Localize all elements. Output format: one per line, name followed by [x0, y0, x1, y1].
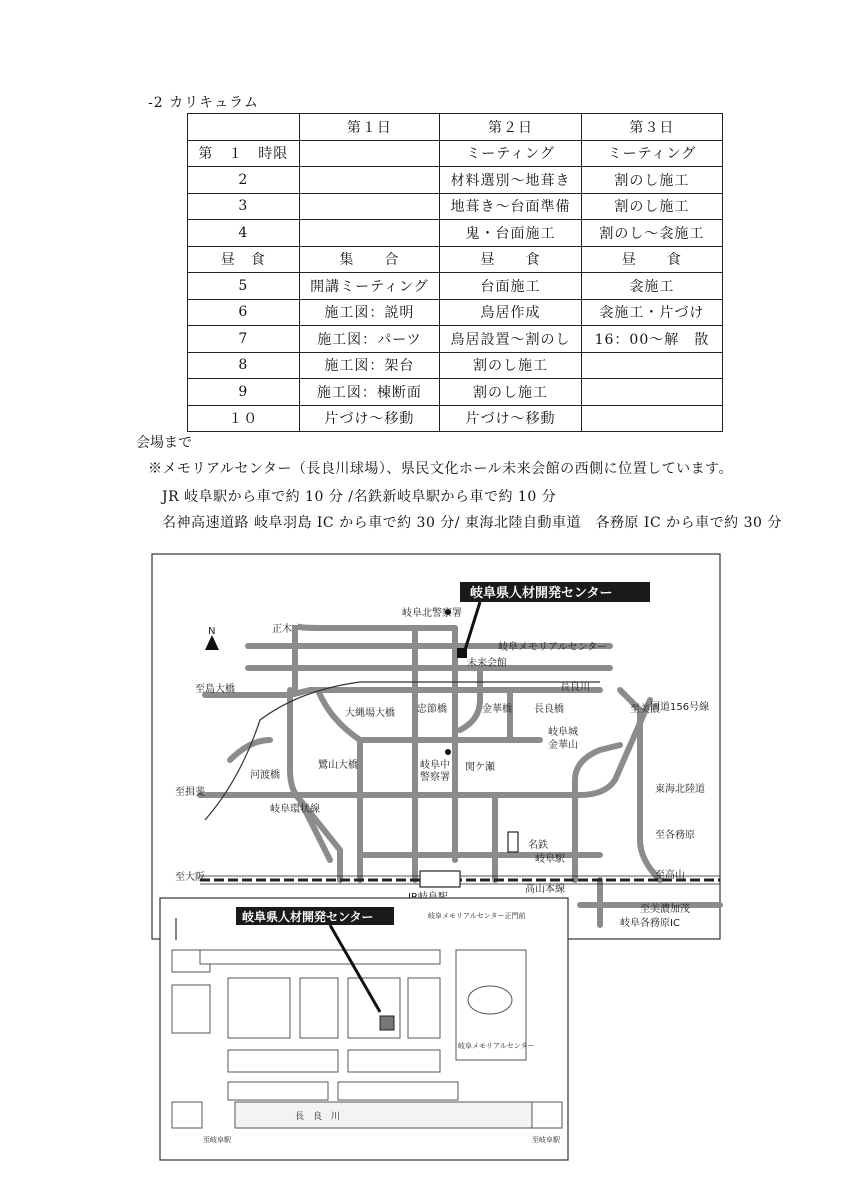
north-label: N	[208, 626, 216, 637]
table-cell: 3	[188, 193, 300, 220]
inset-label-memorial-center: 岐阜メモリアルセンター	[458, 1042, 535, 1050]
inset-label-nagara-river: 長 良 川	[295, 1112, 341, 1122]
table-cell: 4	[188, 220, 300, 247]
label-to-ibi: 至揖斐	[175, 787, 205, 798]
table-cell: 衾施工・片づけ	[581, 299, 722, 326]
table-cell: 割のし施工	[440, 352, 582, 379]
table-cell: 集 合	[299, 246, 440, 273]
label-gifu-station-m: 岐阜駅	[535, 854, 565, 865]
label-to-mino: 至美濃	[630, 704, 660, 715]
label-kanjo: 岐阜環状線	[270, 804, 320, 815]
label-kinkazan: 金華山	[548, 740, 578, 751]
label-chusetsu: 忠節橋	[417, 704, 447, 715]
access-line-3: 名神高速道路 岐阜羽島 IC から車で約 30 分/ 東海北陸自動車道 各務原 IC から車で約 30 分	[162, 515, 782, 531]
label-gifu-naka: 岐阜中	[420, 760, 450, 771]
label-keisatsu2: 警察署	[420, 772, 450, 783]
inset-label-to-gifu-left: 至岐阜駅	[203, 1136, 231, 1144]
table-cell: 施工図：パーツ	[299, 326, 440, 353]
table-cell: 施工図：架台	[299, 352, 440, 379]
label-takayama-line: 高山本線	[525, 884, 565, 895]
label-kinka-bridge: 金華橋	[482, 704, 512, 715]
access-line-2: JR 岐阜駅から車で約 10 分 /名鉄新岐阜駅から車で約 10 分	[162, 489, 557, 505]
table-cell: 割のし施工	[440, 379, 582, 406]
table-cell: 地葺き～台面準備	[440, 193, 582, 220]
table-cell: 昼 食	[188, 246, 300, 273]
label-memorial: 岐阜メモリアルセンター	[498, 642, 608, 653]
table-cell: 衾施工	[581, 273, 722, 300]
table-cell: ミーティング	[581, 140, 722, 167]
table-cell: 昼 食	[581, 246, 722, 273]
inset-banner-text: 岐阜県人材開発センター	[242, 910, 374, 924]
table-cell: 鬼・台面施工	[440, 220, 582, 247]
inset-label-memorial-gate: 岐阜メモリアルセンター正門前	[428, 912, 526, 920]
table-cell: 6	[188, 299, 300, 326]
label-sagishima: 鷺山大橋	[318, 760, 358, 771]
label-masaki: 正木	[272, 624, 292, 635]
table-header-cell: 第１日	[299, 114, 440, 141]
table-header-cell: 第２日	[440, 114, 582, 141]
label-keisatsu: 岐阜北警察署	[402, 608, 462, 619]
label-kawatabashi: 河渡橋	[250, 770, 280, 781]
label-gifu-kakamigahara-ic: 岐阜各務原IC	[620, 918, 680, 929]
table-cell: 7	[188, 326, 300, 353]
table-cell: 9	[188, 379, 300, 406]
inset-target-marker	[380, 1016, 394, 1030]
table-cell: 2	[188, 167, 300, 194]
table-cell: 施工図：棟断面	[299, 379, 440, 406]
label-to-ogaki: 至大阪	[175, 872, 205, 883]
label-to-takayama: 至高山	[655, 870, 685, 881]
access-line-1: ※メモリアルセンター（長良川球場）、県民文化ホール未来会館の西側に位置しています。	[148, 461, 733, 477]
label-ohnagara: 大縄場大橋	[345, 708, 395, 719]
table-header-cell: 第３日	[581, 114, 722, 141]
label-nagara-bridge: 長良橋	[534, 704, 564, 715]
table-cell: 割のし施工	[581, 167, 722, 194]
label-nagara-river: 長良川	[560, 682, 590, 693]
table-cell: 割のし施工	[581, 193, 722, 220]
table-cell: 片づけ～移動	[440, 405, 582, 432]
table-cell: 鳥居設置～割のし	[440, 326, 582, 353]
label-tokai-hokuriku: 東海北陸道	[655, 784, 705, 795]
label-mirai: 未来会館	[467, 658, 507, 669]
table-cell: 台面施工	[440, 273, 582, 300]
main-banner-text: 岐阜県人材開発センター	[470, 586, 613, 601]
table-cell: 16：00～解 散	[581, 326, 722, 353]
table-cell: ミーティング	[440, 140, 582, 167]
label-to-shimaohashi: 至島大橋	[195, 684, 235, 695]
table-cell: 開講ミーティング	[299, 273, 440, 300]
table-cell: 第 １ 時限	[188, 140, 300, 167]
label-gifu-castle: 岐阜城	[548, 727, 578, 738]
inset-label-to-gifu-right: 至岐阜駅	[532, 1136, 560, 1144]
label-sekigase: 関ケ瀬	[465, 762, 495, 773]
label-to-kakamigahara: 至各務原	[655, 830, 695, 841]
table-cell: 昼 食	[440, 246, 582, 273]
label-meitetsu: 名鉄	[528, 840, 548, 851]
table-cell: 割のし～衾施工	[581, 220, 722, 247]
table-cell: １０	[188, 405, 300, 432]
table-cell: 材料選別～地葺き	[440, 167, 582, 194]
table-cell: 片づけ～移動	[299, 405, 440, 432]
table-cell: 施工図：説明	[299, 299, 440, 326]
table-cell: 5	[188, 273, 300, 300]
section-title: -2 カリキュラム	[148, 95, 259, 111]
table-cell: 鳥居作成	[440, 299, 582, 326]
table-cell: 8	[188, 352, 300, 379]
label-route156: 国道156号線	[650, 702, 710, 713]
label-to-minokamo: 至美濃加茂	[640, 904, 690, 915]
access-title: 会場まで	[136, 435, 192, 451]
